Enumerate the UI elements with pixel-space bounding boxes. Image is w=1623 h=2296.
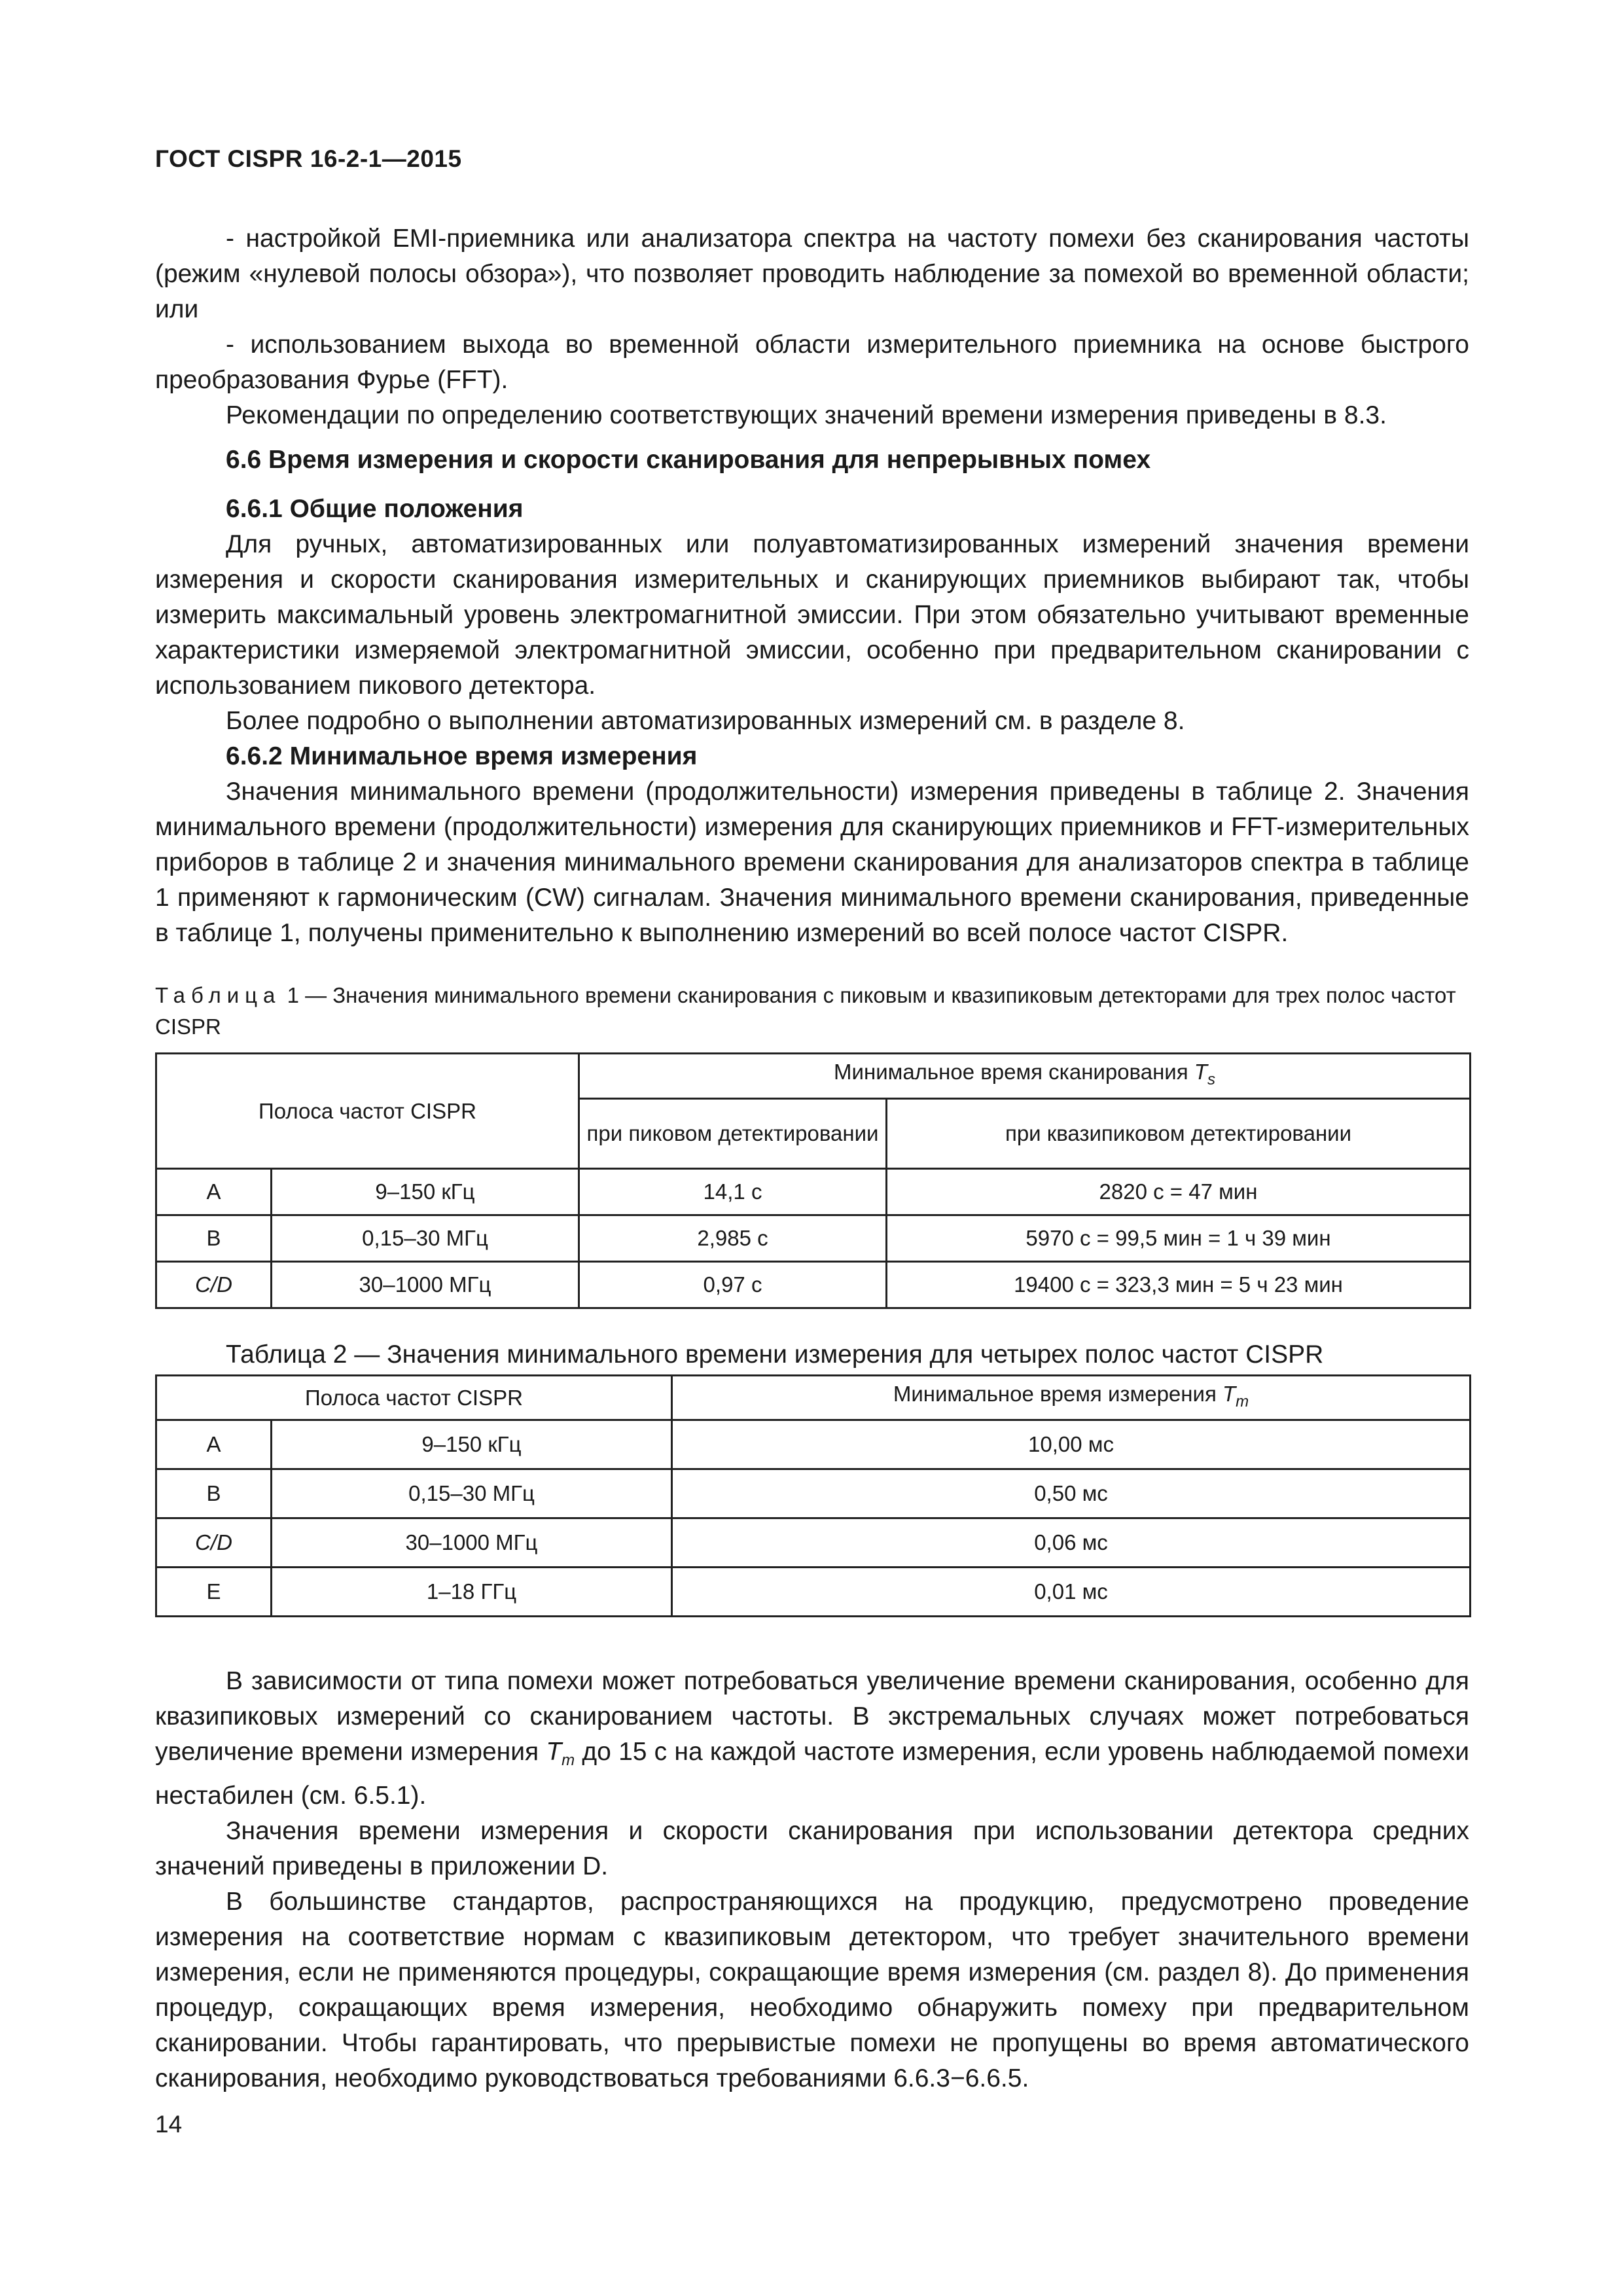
section-6-6	[155, 442, 1469, 478]
document-header: ГОСТ CISPR 16-2-1—2015	[155, 145, 462, 172]
table1-cell-qp: 5970 с = 99,5 мин = 1 ч 39 мин	[887, 1215, 1471, 1262]
table1-cell-band: C/D	[156, 1262, 272, 1308]
intro-paragraph-2: - использованием выхода во временной области измерительного приемника на основе быстрого преобразования Фурье (FFT).	[155, 331, 1469, 394]
table1-cell-band: A	[156, 1169, 272, 1215]
table1-cell-range: 0,15–30 МГц	[272, 1215, 579, 1262]
intro-block	[155, 221, 1469, 433]
table1-cell-band: B	[156, 1215, 272, 1262]
table2-cell-band: E	[156, 1568, 272, 1617]
table2-header-min-time	[672, 1376, 1471, 1420]
after-paragraph-1-a: В зависимости от типа помехи может потребоваться увеличение времени сканирования, особенно для квазипиковых измерений со сканированием частоты. В экстремальных случаях может потребоваться увеличение времени измерения	[155, 1667, 1469, 1766]
section-6-6-1-paragraph-1: Для ручных, автоматизированных или полуавтоматизированных измерений значения времени измерения и скорости сканирования измерительных и сканирующих приемников выбирают так, чтобы измерить максимальный уровень электромагнитной эмиссии. При этом обязательно учитывают временные характеристики измеряемой электромагнитной эмиссии, особенно при предварительном сканировании с использованием пикового детектора.	[155, 530, 1469, 700]
table1-row	[156, 1262, 1471, 1308]
table1-caption	[155, 980, 1469, 1043]
table2-caption-block	[155, 1337, 1469, 1372]
intro-paragraph-3: Рекомендации по определению соответствующих значений времени измерения приведены в 8.3.	[226, 401, 1387, 429]
table2-cell-band: B	[156, 1469, 272, 1518]
table1-header-peak: при пиковом детектировании	[579, 1099, 887, 1169]
table1-header-symbol-sub: s	[1207, 1071, 1215, 1088]
table2-cell-time: 10,00 мс	[672, 1420, 1471, 1469]
table1-cell-qp: 19400 с = 323,3 мин = 5 ч 23 мин	[887, 1262, 1471, 1308]
table1	[155, 1052, 1471, 1309]
after-paragraph-1-symbol: T	[546, 1738, 562, 1766]
table1-header-band: Полоса частот CISPR	[156, 1054, 579, 1169]
table2-cell-range: 0,15–30 МГц	[272, 1469, 672, 1518]
section-6-6-1-paragraph-2: Более подробно о выполнении автоматизированных измерений см. в разделе 8.	[226, 707, 1185, 735]
after-paragraph-2: Значения времени измерения и скорости сканирования при использовании детектора средних значений приведены в приложении D.	[155, 1817, 1469, 1880]
table2-cell-range: 30–1000 МГц	[272, 1518, 672, 1568]
table1-row	[156, 1215, 1471, 1262]
table1-cell-peak: 14,1 с	[579, 1169, 887, 1215]
table1-cell-range: 9–150 кГц	[272, 1169, 579, 1215]
table2-cell-range: 1–18 ГГц	[272, 1568, 672, 1617]
table2-row	[156, 1568, 1471, 1617]
after-paragraph-1	[155, 1664, 1469, 1814]
table2-row	[156, 1420, 1471, 1469]
section-6-6-1-title: 6.6.1 Общие положения	[226, 495, 524, 523]
section-6-6-2-paragraph: Значения минимального времени (продолжительности) измерения приведены в таблице 2. Значения минимального времени (продолжительности) измерения для сканирующих приемников и FFT-измерительных приборов в таблице 2 и значения минимального времени сканирования для анализаторов спектра в таблице 1 применяют к гармоническим (CW) сигналам. Значения минимального времени сканирования, приведенные в таблице 1, получены применительно к выполнению измерений во всей полосе частот CISPR.	[155, 778, 1469, 947]
table2-cell-time: 0,50 мс	[672, 1469, 1471, 1518]
table2-wrap	[155, 1374, 1469, 1617]
table1-cell-qp: 2820 с = 47 мин	[887, 1169, 1471, 1215]
table2	[155, 1374, 1471, 1617]
table2-row	[156, 1518, 1471, 1568]
after-paragraph-1-b: до 15 с на каждой частоте измерения, если уровень наблюдаемой помехи нестабилен (см. 6.5.1).	[155, 1738, 1469, 1810]
table2-header-symbol-sub: m	[1236, 1392, 1249, 1410]
section-6-6-1	[155, 492, 1469, 951]
table1-header-symbol: T	[1194, 1060, 1207, 1084]
after-paragraph-1-symbol-sub: m	[562, 1751, 575, 1769]
table2-header-band: Полоса частот CISPR	[156, 1376, 672, 1420]
table1-cell-peak: 2,985 с	[579, 1215, 887, 1262]
section-6-6-title: 6.6 Время измерения и скорости сканирования для непрерывных помех	[226, 446, 1151, 474]
table2-header-symbol: T	[1222, 1381, 1236, 1406]
table2-cell-time: 0,01 мс	[672, 1568, 1471, 1617]
page-number: 14	[155, 2111, 183, 2138]
table2-header-min-time-label: Минимальное время измерения	[893, 1381, 1217, 1406]
section-6-6-2-title: 6.6.2 Минимальное время измерения	[226, 742, 698, 770]
table1-header-min-time	[579, 1054, 1471, 1099]
after-tables-block	[155, 1664, 1469, 2096]
table2-cell-time: 0,06 мс	[672, 1518, 1471, 1568]
after-paragraph-3: В большинстве стандартов, распространяющихся на продукцию, предусмотрено проведение измерения на соответствие нормам с квазипиковым детектором, что требует значительного времени измерения, если не применяются процедуры, сокращающие время измерения (см. раздел 8). До применения процедур, сокращающих время измерения, необходимо обнаружить помеху при предварительном сканировании. Чтобы гарантировать, что прерывистые помехи не пропущены во время автоматического сканирования, необходимо руководствоваться требованиями 6.6.3−6.6.5.	[155, 1888, 1469, 2092]
table2-cell-band: C/D	[156, 1518, 272, 1568]
table2-caption: Таблица 2 — Значения минимального времени измерения для четырех полос частот CISPR	[226, 1340, 1324, 1369]
table1-wrap	[155, 1052, 1469, 1309]
table1-cell-peak: 0,97 с	[579, 1262, 887, 1308]
table1-caption-block	[155, 980, 1469, 1043]
table2-row	[156, 1469, 1471, 1518]
table2-cell-range: 9–150 кГц	[272, 1420, 672, 1469]
table1-header-min-time-label: Минимальное время сканирования	[834, 1060, 1188, 1084]
table1-row	[156, 1169, 1471, 1215]
table1-caption-text: 1 — Значения минимального времени сканирования с пиковым и квазипиковым детекторами для трех полос частот CISPR	[155, 983, 1456, 1039]
table1-header-qp: при квазипиковом детектировании	[887, 1099, 1471, 1169]
table2-cell-band: A	[156, 1420, 272, 1469]
intro-paragraph-1: - настройкой EMI-приемника или анализатора спектра на частоту помехи без сканирования частоты (режим «нулевой полосы обзора»), что позволяет проводить наблюдение за помехой во временной области; или	[155, 224, 1469, 323]
table1-cell-range: 30–1000 МГц	[272, 1262, 579, 1308]
table1-caption-label: Таблица	[155, 983, 281, 1007]
